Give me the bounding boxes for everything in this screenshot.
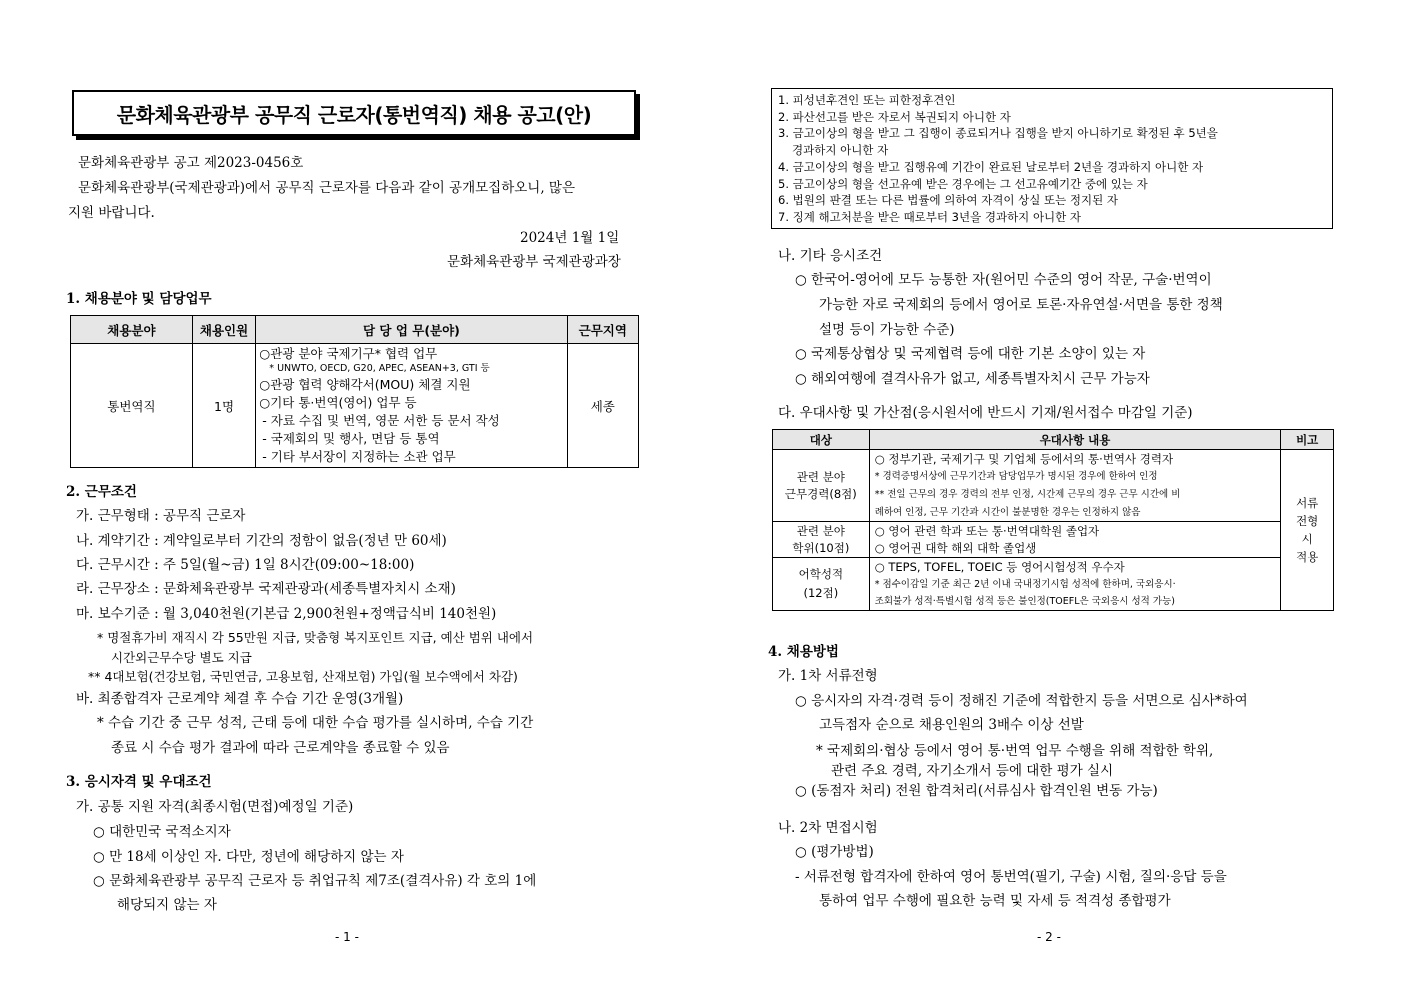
notice-issuer: 문화체육관광부 국제관광과장 xyxy=(447,254,621,270)
preference-note: 례하여 인정, 근무 기간과 시간이 불분명한 경우는 인정하지 않음 xyxy=(874,507,1141,518)
table1-field: 통번역직 xyxy=(71,344,193,468)
interview-item: ○ (평가방법) xyxy=(795,844,874,860)
duty-line: ○관광 분야 국제기구* 협력 업무 xyxy=(259,346,438,361)
qualification-item: ○ 문화체육관광부 공무직 근로자 등 취업규칙 제7조(결격사유) 각 호의 1에 xyxy=(93,873,537,889)
work-condition-item: 마. 보수기준 : 월 3,040천원(기본급 2,900천원+정액급식비 140천원) xyxy=(76,606,497,622)
duty-line: ○기타 통·번역(영어) 업무 등 xyxy=(259,395,417,410)
disqualification-item: 5. 금고이상의 형을 선고유예 받은 경우에는 그 선고유예기간 중에 있는 자 xyxy=(778,176,1148,191)
table2-remark xyxy=(1281,450,1334,611)
qualification-item: ○ 대한민국 국적소지자 xyxy=(93,824,231,840)
duty-subline: - 국제회의 및 행사, 면담 등 통역 xyxy=(262,431,440,446)
disqualification-item: 4. 금고이상의 형을 받고 집행유예 기간이 완료된 날로부터 2년을 경과하지 아니한 자 xyxy=(778,159,1204,174)
preference-item: ○ TEPS, TOFEL, TOEIC 등 영어시험성적 우수자 xyxy=(874,560,1125,574)
target-line: 학위(10점) xyxy=(792,540,850,555)
qualification-item: ○ 만 18세 이상인 자. 다만, 정년에 해당하지 않는 자 xyxy=(93,849,404,865)
other-condition-item-line-3: 설명 등이 가능한 수준) xyxy=(819,322,955,338)
table2-row3-target xyxy=(773,558,870,611)
screening-note-line-1: * 국제회의·협상 등에서 영어 통·번역 업무 수행을 위해 적합한 학위, xyxy=(816,743,1214,759)
preference-note: * 경력증명서상에 근무기간과 담당업무가 명시된 경우에 한하여 인정 xyxy=(874,471,1158,482)
other-conditions-heading: 나. 기타 응시조건 xyxy=(778,248,883,264)
remark-line: 전형 xyxy=(1296,514,1319,528)
page-number-2: - 2 - xyxy=(1037,930,1061,944)
table2-row1-target xyxy=(773,450,870,522)
screening-item-line-1: ○ 응시자의 자격·경력 등이 정해진 기준에 적합한지 등을 서면으로 심사*하여 xyxy=(795,693,1248,709)
table1-header-location: 근무지역 xyxy=(567,316,638,344)
table2-header-remark: 비고 xyxy=(1281,430,1334,450)
screening-item: ○ (동점자 처리) 전원 합격처리(서류심사 합격인원 변동 가능) xyxy=(795,783,1158,799)
target-line: 관련 분야 xyxy=(796,523,845,538)
duty-line: ○관광 협력 양해각서(MOU) 체결 지원 xyxy=(259,377,471,392)
section-4-title: 4. 채용방법 xyxy=(768,644,839,660)
salary-note-2: ** 4대보험(건강보험, 국민연금, 고용보험, 산재보험) 가입(월 보수액에서 차감) xyxy=(88,669,518,684)
screening-note-line-2: 관련 주요 경력, 자기소개서 등에 대한 평가 실시 xyxy=(831,763,1114,779)
disqualification-item: 7. 징계 해고처분을 받은 때로부터 3년을 경과하지 아니한 자 xyxy=(778,209,1082,224)
section-3-title: 3. 응시자격 및 우대조건 xyxy=(66,774,212,790)
disqualification-item-continued: 경과하지 아니한 자 xyxy=(792,143,889,158)
table2-header-content: 우대사항 내용 xyxy=(869,430,1281,450)
probation-note-line-2: 종료 시 수습 평가 결과에 따라 근로계약을 종료할 수 있음 xyxy=(111,740,450,756)
preference-item: ○ 영어권 대학 해외 대학 졸업생 xyxy=(874,541,1037,555)
preference-note: 조회불가 성적·특별시험 성적 등은 불인정(TOEFL은 국외응시 성적 가능) xyxy=(874,596,1175,607)
target-line: 근무경력(8점) xyxy=(784,486,857,501)
table1-header-field: 채용분야 xyxy=(71,316,193,344)
work-condition-item: 바. 최종합격자 근로계약 체결 후 수습 기간 운영(3개월) xyxy=(76,691,404,707)
section-1-title: 1. 채용분야 및 담당업무 xyxy=(66,291,212,307)
target-line: (12점) xyxy=(803,586,839,600)
disqualification-item: 2. 파산선고를 받은 자로서 복권되지 아니한 자 xyxy=(778,109,1011,124)
work-condition-item: 가. 근무형태 : 공무직 근로자 xyxy=(76,508,246,524)
probation-note-line-1: * 수습 기간 중 근무 성적, 근태 등에 대한 수습 평가를 실시하며, 수습 기간 xyxy=(97,715,534,731)
table2-row1-content xyxy=(869,450,1281,522)
table1-location: 세종 xyxy=(567,344,638,468)
table1-count: 1명 xyxy=(192,344,255,468)
work-condition-item: 다. 근무시간 : 주 5일(월~금) 1일 8시간(09:00~18:00) xyxy=(76,557,415,573)
document-title: 문화체육관광부 공무직 근로자(통번역직) 채용 공고(안) xyxy=(116,103,592,127)
preference-heading: 다. 우대사항 및 가산점(응시원서에 반드시 기재/원서접수 마감일 기준) xyxy=(778,405,1193,421)
target-line: 관련 분야 xyxy=(796,469,845,484)
table1-header-count: 채용인원 xyxy=(192,316,255,344)
preference-item: ○ 정부기관, 국제기구 및 기업체 등에서의 통·번역사 경력자 xyxy=(874,452,1174,466)
target-line: 어학성적 xyxy=(798,567,844,581)
duty-note: * UNWTO, OECD, G20, APEC, ASEAN+3, GTI 등 xyxy=(269,363,490,374)
disqualification-item: 1. 피성년후견인 또는 피한정후견인 xyxy=(778,93,956,107)
disqualification-item: 6. 법원의 판결 또는 다른 법률에 의하여 자격이 상실 또는 정지된 자 xyxy=(778,193,1119,208)
remark-line: 시 xyxy=(1301,532,1313,546)
screening-item-line-2: 고득점자 순으로 채용인원의 3배수 이상 선발 xyxy=(819,717,1084,733)
qualification-item-continued: 해당되지 않는 자 xyxy=(117,897,217,913)
other-condition-item-line-1: ○ 한국어-영어에 모두 능통한 자(원어민 수준의 영어 작문, 구술·번역이 xyxy=(795,272,1212,288)
disqualification-box xyxy=(771,88,1333,229)
common-qualification-heading: 가. 공통 지원 자격(최종시험(면접)예정일 기준) xyxy=(76,799,354,815)
work-condition-item: 나. 계약기간 : 계약일로부터 기간의 정함이 없음(정년 만 60세) xyxy=(76,533,447,549)
duty-subline: - 자료 수집 및 번역, 영문 서한 등 문서 작성 xyxy=(262,413,500,428)
preference-table xyxy=(772,429,1334,611)
disqualification-item: 3. 금고이상의 형을 받고 그 집행이 종료되거나 집행을 받지 아니하기로 확정된 후 5년을 xyxy=(778,126,1218,141)
work-condition-item: 라. 근무장소 : 문화체육관광부 국제관광과(세종특별자치시 소재) xyxy=(76,581,456,597)
interview-heading: 나. 2차 면접시험 xyxy=(778,820,878,836)
table2-row2-content xyxy=(869,522,1281,558)
table2-row2-target xyxy=(773,522,870,558)
remark-line: 적용 xyxy=(1296,550,1319,564)
preference-item: ○ 영어 관련 학과 또는 통·번역대학원 졸업자 xyxy=(874,524,1100,538)
interview-item-line-1: - 서류전형 합격자에 한하여 영어 통번역(필기, 구술) 시험, 질의·응답 등을 xyxy=(795,869,1227,885)
page-number-1: - 1 - xyxy=(335,930,359,944)
duty-subline: - 기타 부서장이 지정하는 소관 업무 xyxy=(262,449,456,464)
notice-number: 문화체육관광부 공고 제2023-0456호 xyxy=(78,155,304,171)
document-title-box xyxy=(72,90,636,136)
table2-row3-content xyxy=(869,558,1281,611)
preference-note: ** 전일 근무의 경우 경력의 전부 인정, 시간제 근무의 경우 근무 시간에 비 xyxy=(874,489,1181,500)
recruitment-table xyxy=(70,315,639,468)
document-screening-heading: 가. 1차 서류전형 xyxy=(778,668,878,684)
other-condition-item: ○ 국제통상협상 및 국제협력 등에 대한 기본 소양이 있는 자 xyxy=(795,346,1146,362)
other-condition-item-line-2: 가능한 자로 국제회의 등에서 영어로 토론·자유연설·서면을 통한 정책 xyxy=(819,297,1223,313)
salary-note-1-line-1: * 명절휴가비 재직시 각 55만원 지급, 맞춤형 복지포인트 지급, 예산 범위 내에서 xyxy=(97,630,534,645)
remark-line: 서류 xyxy=(1296,496,1319,510)
interview-item-line-2: 통하여 업무 수행에 필요한 능력 및 자세 등 적격성 종합평가 xyxy=(819,893,1171,909)
salary-note-1-line-2: 시간외근무수당 별도 지급 xyxy=(111,650,252,665)
intro-line-1: 문화체육관광부(국제관광과)에서 공무직 근로자를 다음과 같이 공개모집하오니, 많은 xyxy=(78,180,576,196)
section-2-title: 2. 근무조건 xyxy=(66,484,137,500)
preference-note: * 점수이감일 기준 최근 2년 이내 국내정기시험 성적에 한하며, 국외응시· xyxy=(874,579,1176,590)
other-condition-item: ○ 해외여행에 결격사유가 없고, 세종특별자치시 근무 가능자 xyxy=(795,371,1150,387)
table2-header-target: 대상 xyxy=(773,430,870,450)
table1-duties xyxy=(256,344,567,468)
table1-header-duties: 담 당 업 무(분야) xyxy=(256,316,567,344)
intro-line-2: 지원 바랍니다. xyxy=(68,205,155,221)
notice-date: 2024년 1월 1일 xyxy=(520,230,620,246)
